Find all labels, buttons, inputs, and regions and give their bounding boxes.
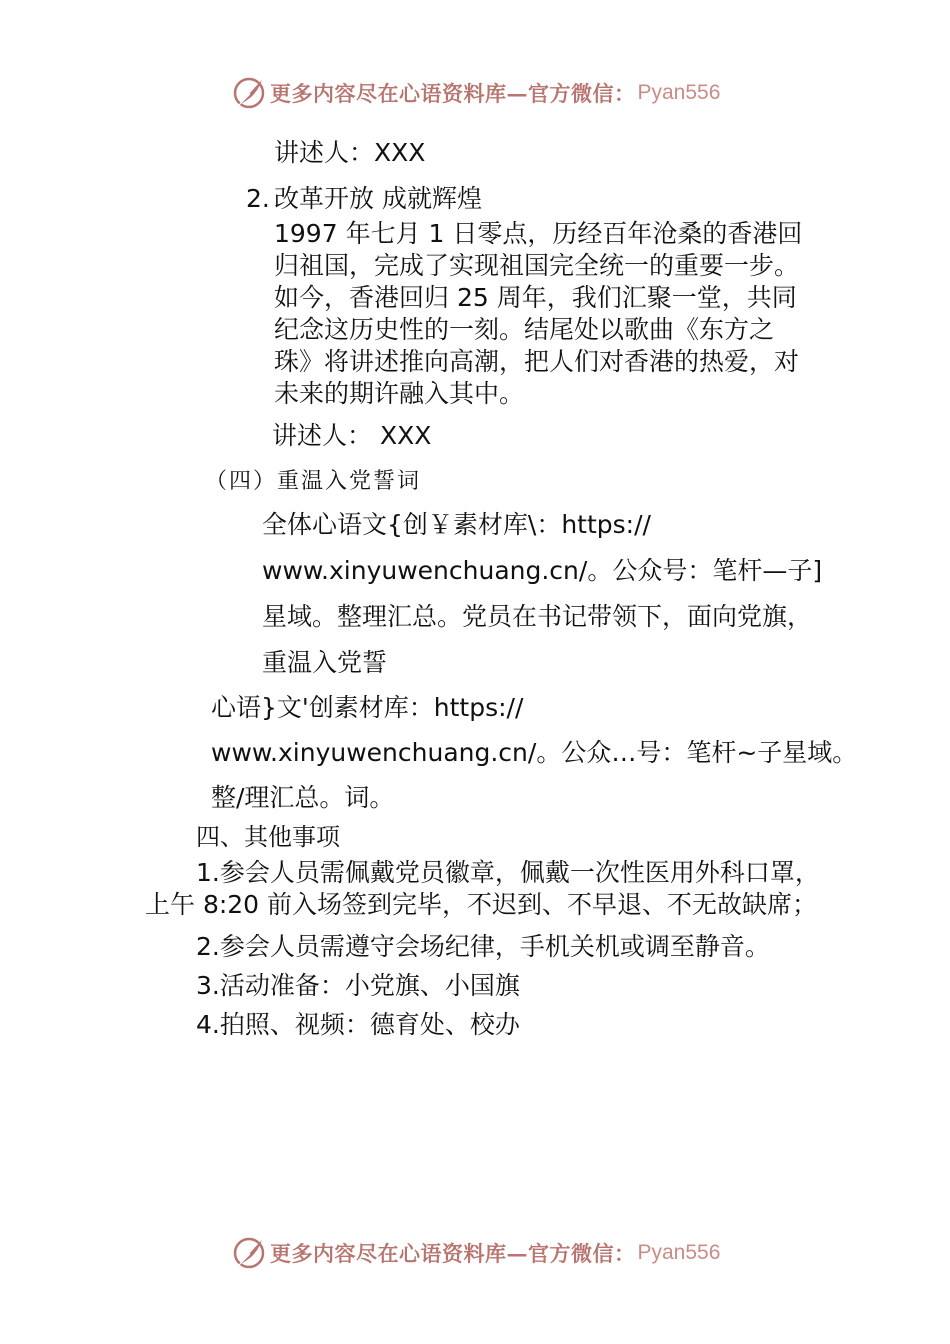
header-banner [232,73,720,113]
list-item: 2.参会人员需遵守会场纪律，手机关机或调至静音。 [196,932,770,961]
oath-continuation-line: www.xinyuwenchuang.cn/。公众…号：笔杆~子星域。 [211,738,858,767]
section-heading: （四）重温入党誓词 [205,469,422,494]
banner-text: 更多内容尽在心语资料库—官方微信： [270,81,636,106]
wechat-id: Pyan556 [637,1241,721,1264]
list-item: 1.参会人员需佩戴党员徽章，佩戴一次性医用外科口罩， [196,858,820,887]
banner-text: 更多内容尽在心语资料库—官方微信： [270,1241,636,1266]
section-heading: 四、其他事项 [196,823,340,851]
paragraph-line: 未来的期许融入其中。 [274,379,525,408]
footer-banner [232,1233,720,1273]
paragraph-line: 纪念这历史性的一刻。结尾处以歌曲《东方之 [274,315,775,344]
feather-quill-icon [232,76,266,110]
narrator-line: 讲述人：XXX [274,138,426,167]
oath-continuation-line: 心语}文'创素材库：https:// [211,693,524,722]
list-item-number: 2. [246,184,270,213]
oath-line: www.xinyuwenchuang.cn/。公众号：笔杆—子] [262,556,823,585]
paragraph-line: 1997 年七月 1 日零点，历经百年沧桑的香港回 [274,219,803,248]
list-item: 3.活动准备：小党旗、小国旗 [196,971,520,1000]
oath-line: 重温入党誓 [262,648,388,677]
item-title: 改革开放 成就辉煌 [274,184,482,213]
list-item: 4.拍照、视频：德育处、校办 [196,1010,520,1039]
wechat-id: Pyan556 [637,81,721,104]
oath-line: 星域。整理汇总。党员在书记带领下，面向党旗， [262,602,813,631]
oath-continuation-line: 整/理汇总。词。 [211,783,395,812]
paragraph-line: 珠》将讲述推向高潮，把人们对香港的热爱，对 [274,347,800,376]
oath-line: 全体心语文{创￥素材库\：https:// [262,510,651,539]
paragraph-line: 归祖国，完成了实现祖国完全统一的重要一步。 [274,251,800,280]
narrator-line: 讲述人： XXX [272,421,432,450]
list-item-continuation: 上午 8:20 前入场签到完毕，不迟到、不早退、不无故缺席； [145,890,818,919]
paragraph-line: 如今，香港回归 25 周年，我们汇聚一堂，共同 [274,283,797,312]
feather-quill-icon [232,1236,266,1270]
